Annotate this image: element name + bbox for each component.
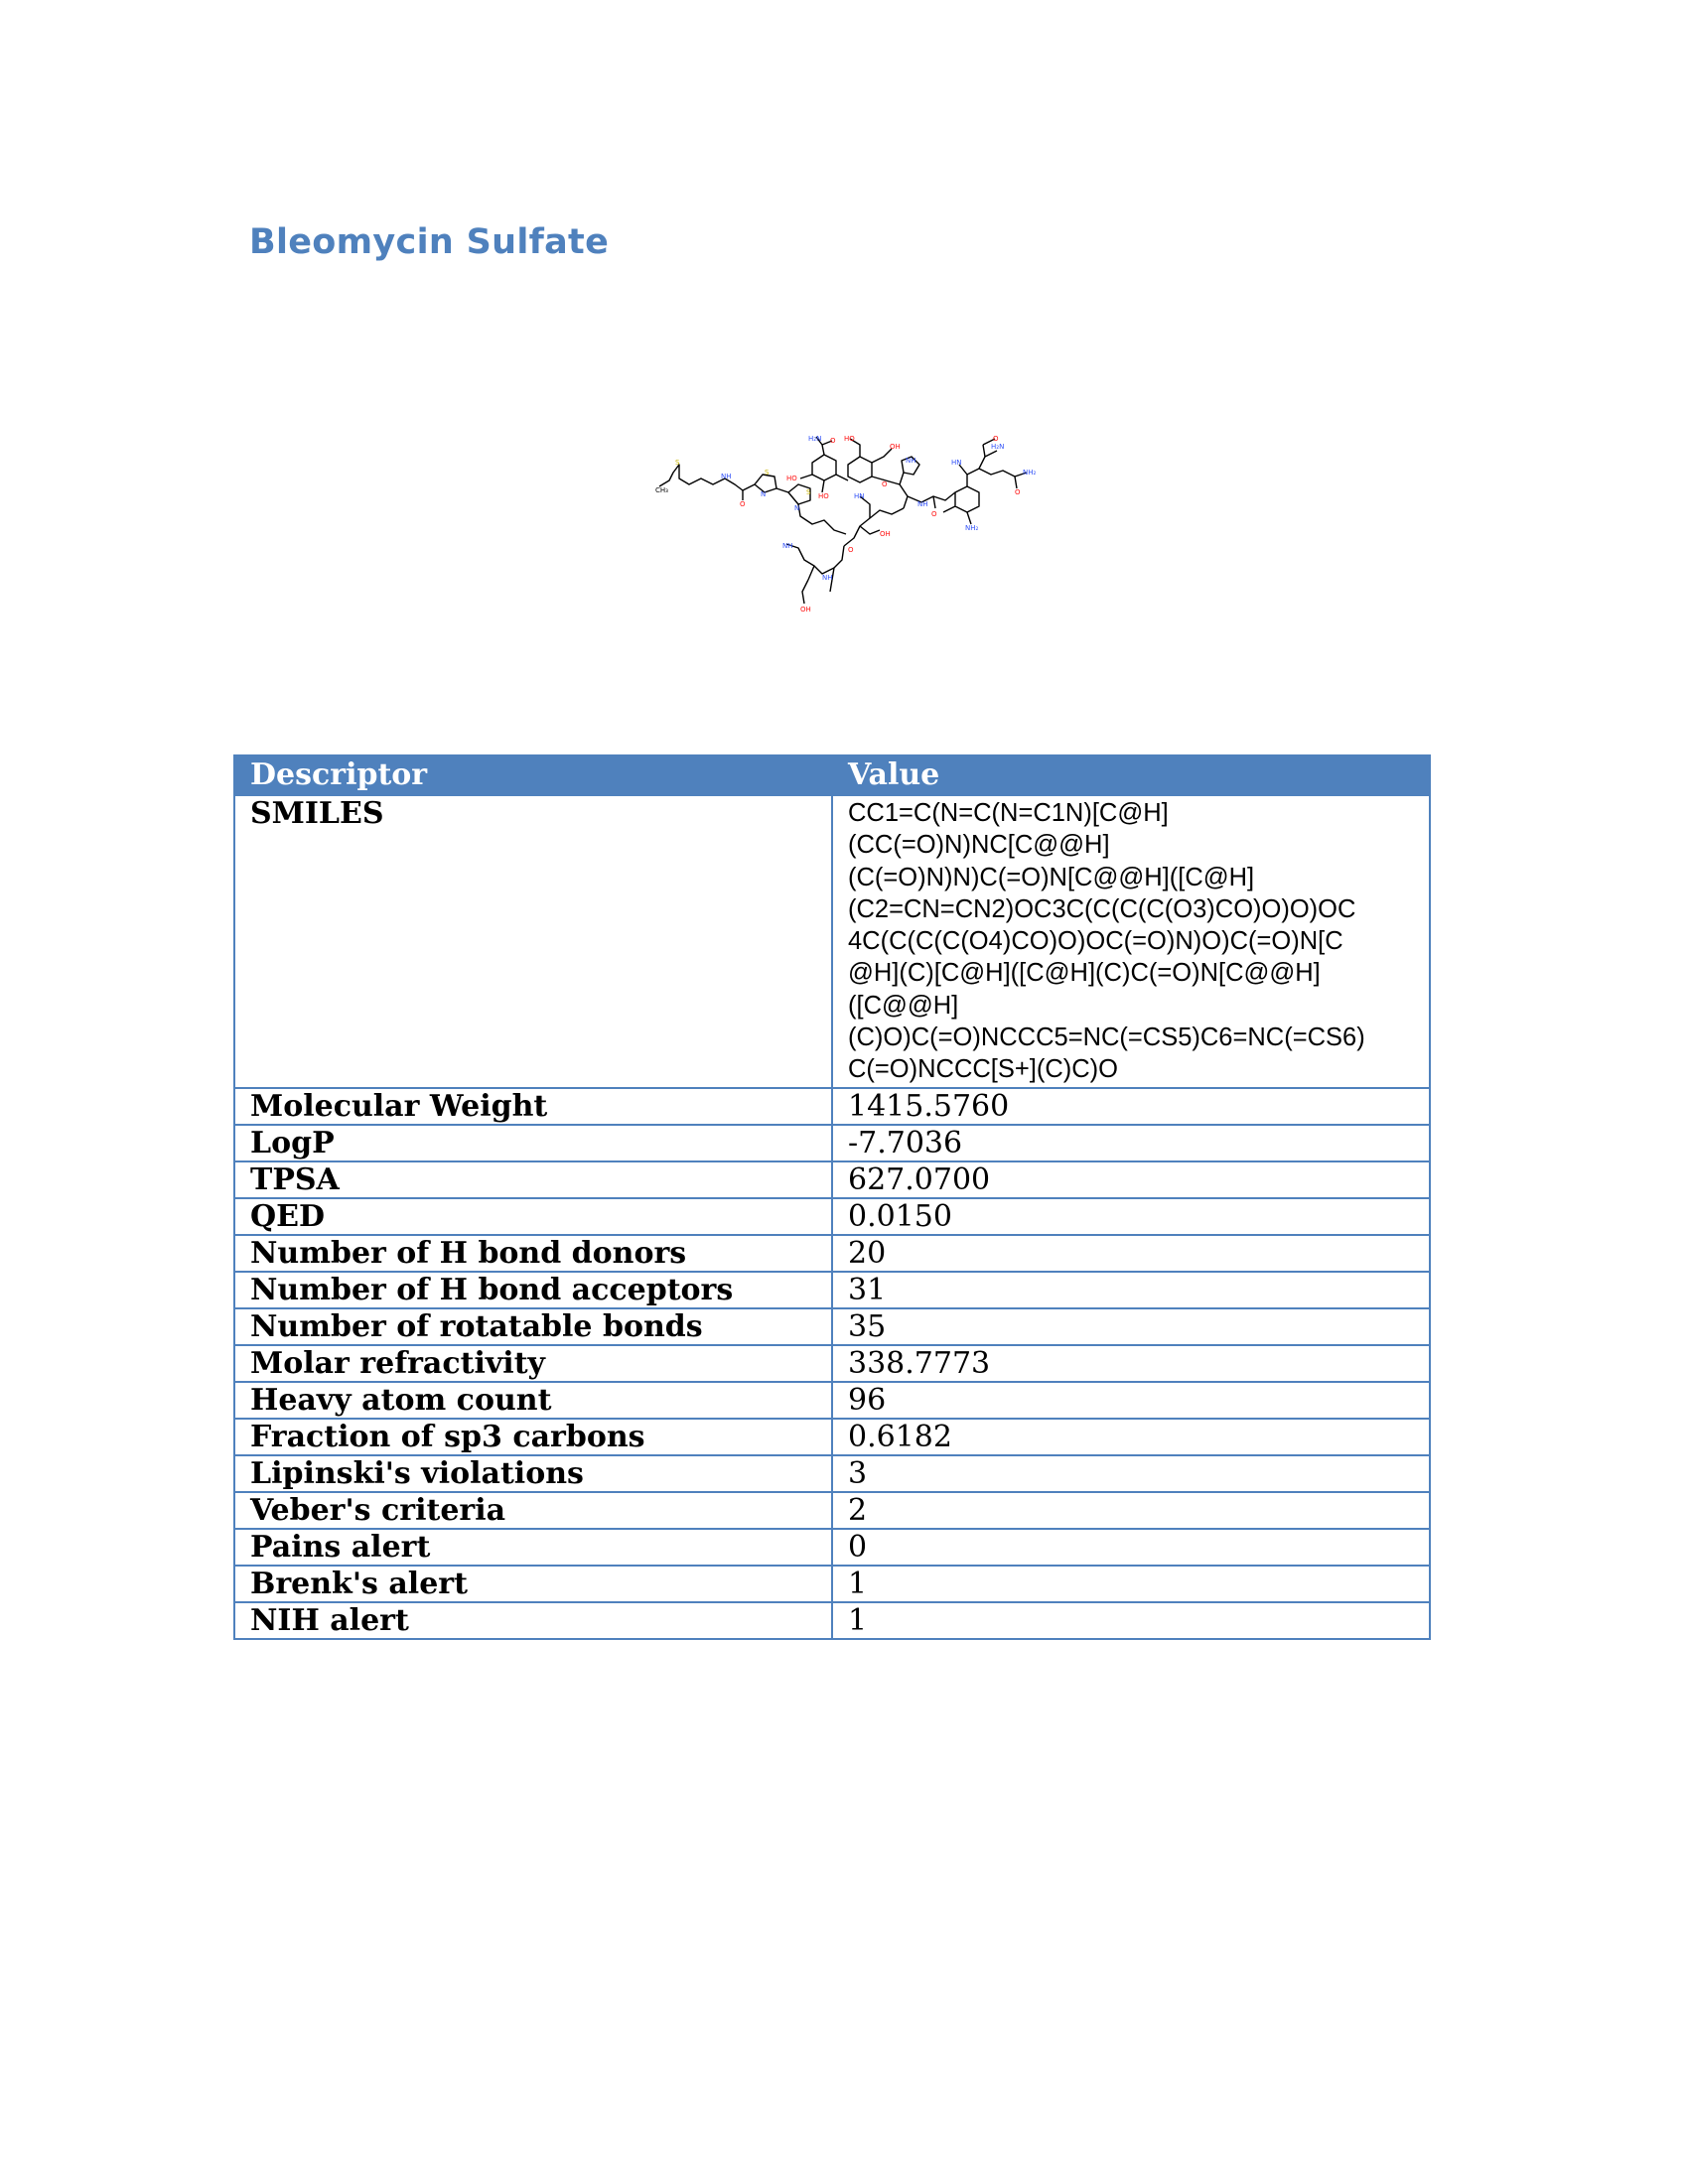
atom-label-sulfur-1: S: [675, 459, 680, 467]
row-value-molecular-weight: 1415.5760: [832, 1088, 1430, 1125]
atom-label-nh-3: NH: [917, 500, 928, 508]
atom-label-nh2-2: NH₂: [1023, 469, 1037, 477]
atom-label-oxygen-1: O: [740, 500, 746, 508]
atom-label-oxygen-3: O: [882, 480, 888, 488]
row-label-fraction-sp3: Fraction of sp3 carbons: [234, 1419, 832, 1455]
row-value-nih: 1: [832, 1602, 1430, 1639]
atom-label-oxygen-5: O: [848, 546, 854, 554]
table-header-row: [234, 755, 1430, 795]
smiles-value: CC1=C(N=C(N=C1N)[C@H] (CC(=O)N)NC[C@@H] (C(=O)N)N)C(=O)N[C@@H]([C@H] (C2=CN=CN2)OC3C(C(C(C(O3)CO)O)O)OC 4C(C(C(C(O4)CO)O)OC(=O)N)O)C(=O)N[C @H](C)[C@H]([C@H](C)C(=O)N[C@@H] ([C@@H] (C)O)C(=O)NCCC5=NC(=CS5)C6=NC(=CS6) C(=O)NCCC[S+](C)C)O: [832, 795, 1430, 1088]
table-row: [234, 1088, 1430, 1125]
page-title: Bleomycin Sulfate: [249, 222, 610, 262]
table-row: [234, 1308, 1430, 1345]
table-row: [234, 1345, 1430, 1382]
row-value-h-bond-acceptors: 31: [832, 1272, 1430, 1308]
row-label-lipinski: Lipinski's violations: [234, 1455, 832, 1492]
row-label-molecular-weight: Molecular Weight: [234, 1088, 832, 1125]
row-label-h-bond-donors: Number of H bond donors: [234, 1235, 832, 1272]
atom-label-methyl-1: CH₃: [655, 486, 668, 494]
atom-label-ho-3: HO: [844, 435, 855, 443]
atom-label-oh-3: OH: [800, 606, 811, 612]
atom-label-nitrogen-1: N: [761, 490, 767, 498]
row-label-qed: QED: [234, 1198, 832, 1235]
row-value-tpsa: 627.0700: [832, 1161, 1430, 1198]
atom-label-hn-2: HN: [951, 459, 962, 467]
row-label-heavy-atom-count: Heavy atom count: [234, 1382, 832, 1419]
table-row: [234, 1161, 1430, 1198]
table-row: [234, 1419, 1430, 1455]
atom-label-ho-2: HO: [818, 492, 829, 500]
atom-label-nh-2: NH: [906, 457, 916, 465]
row-value-lipinski: 3: [832, 1455, 1430, 1492]
atom-label-nh-1: NH: [721, 473, 732, 480]
column-header-descriptor: Descriptor: [234, 755, 832, 795]
row-label-veber: Veber's criteria: [234, 1492, 832, 1529]
atom-label-oh-2: OH: [880, 530, 891, 538]
row-label-nih: NIH alert: [234, 1602, 832, 1639]
table-row: [234, 1602, 1430, 1639]
atom-label-h2n-1: H₂N: [808, 435, 822, 443]
table-row-smiles: [234, 795, 1430, 1088]
column-header-value: Value: [832, 755, 1430, 795]
row-value-qed: 0.0150: [832, 1198, 1430, 1235]
row-value-heavy-atom-count: 96: [832, 1382, 1430, 1419]
table-row: [234, 1272, 1430, 1308]
row-value-logp: -7.7036: [832, 1125, 1430, 1161]
row-label-tpsa: TPSA: [234, 1161, 832, 1198]
row-value-h-bond-donors: 20: [832, 1235, 1430, 1272]
smiles-label: SMILES: [234, 795, 832, 1088]
atom-label-nh-4: NH: [822, 574, 833, 582]
row-label-molar-refractivity: Molar refractivity: [234, 1345, 832, 1382]
table-row: [234, 1235, 1430, 1272]
row-label-pains: Pains alert: [234, 1529, 832, 1566]
atom-label-oxygen-6: O: [1015, 488, 1021, 496]
table-row: [234, 1382, 1430, 1419]
atom-label-sulfur-3: S: [806, 488, 811, 496]
table-row: [234, 1198, 1430, 1235]
atom-label-oxygen-7: O: [993, 435, 999, 443]
row-value-veber: 2: [832, 1492, 1430, 1529]
row-value-pains: 0: [832, 1529, 1430, 1566]
molecule-structure-icon: [655, 435, 1049, 612]
atom-label-h2n-2: H₂N: [991, 443, 1005, 451]
table-row: [234, 1566, 1430, 1602]
atom-label-nitrogen-2: N: [794, 504, 800, 512]
row-value-molar-refractivity: 338.7773: [832, 1345, 1430, 1382]
row-label-logp: LogP: [234, 1125, 832, 1161]
atom-label-oxygen-4: O: [931, 510, 937, 518]
row-label-h-bond-acceptors: Number of H bond acceptors: [234, 1272, 832, 1308]
atom-label-nh2-1: NH₂: [965, 524, 979, 532]
descriptor-table: [233, 754, 1431, 1640]
table-row: [234, 1455, 1430, 1492]
atom-label-sulfur-2: S: [765, 469, 770, 477]
table-row: [234, 1125, 1430, 1161]
atom-label-hn-1: HN: [854, 492, 865, 500]
row-label-brenk: Brenk's alert: [234, 1566, 832, 1602]
table-row: [234, 1492, 1430, 1529]
atom-label-nh-5: NH: [782, 542, 793, 550]
atom-label-ho-1: HO: [786, 475, 797, 482]
row-value-rotatable-bonds: 35: [832, 1308, 1430, 1345]
atom-label-oxygen-2: O: [830, 437, 836, 445]
table-row: [234, 1529, 1430, 1566]
row-value-fraction-sp3: 0.6182: [832, 1419, 1430, 1455]
atom-label-oh-1: OH: [890, 443, 901, 451]
row-label-rotatable-bonds: Number of rotatable bonds: [234, 1308, 832, 1345]
row-value-brenk: 1: [832, 1566, 1430, 1602]
